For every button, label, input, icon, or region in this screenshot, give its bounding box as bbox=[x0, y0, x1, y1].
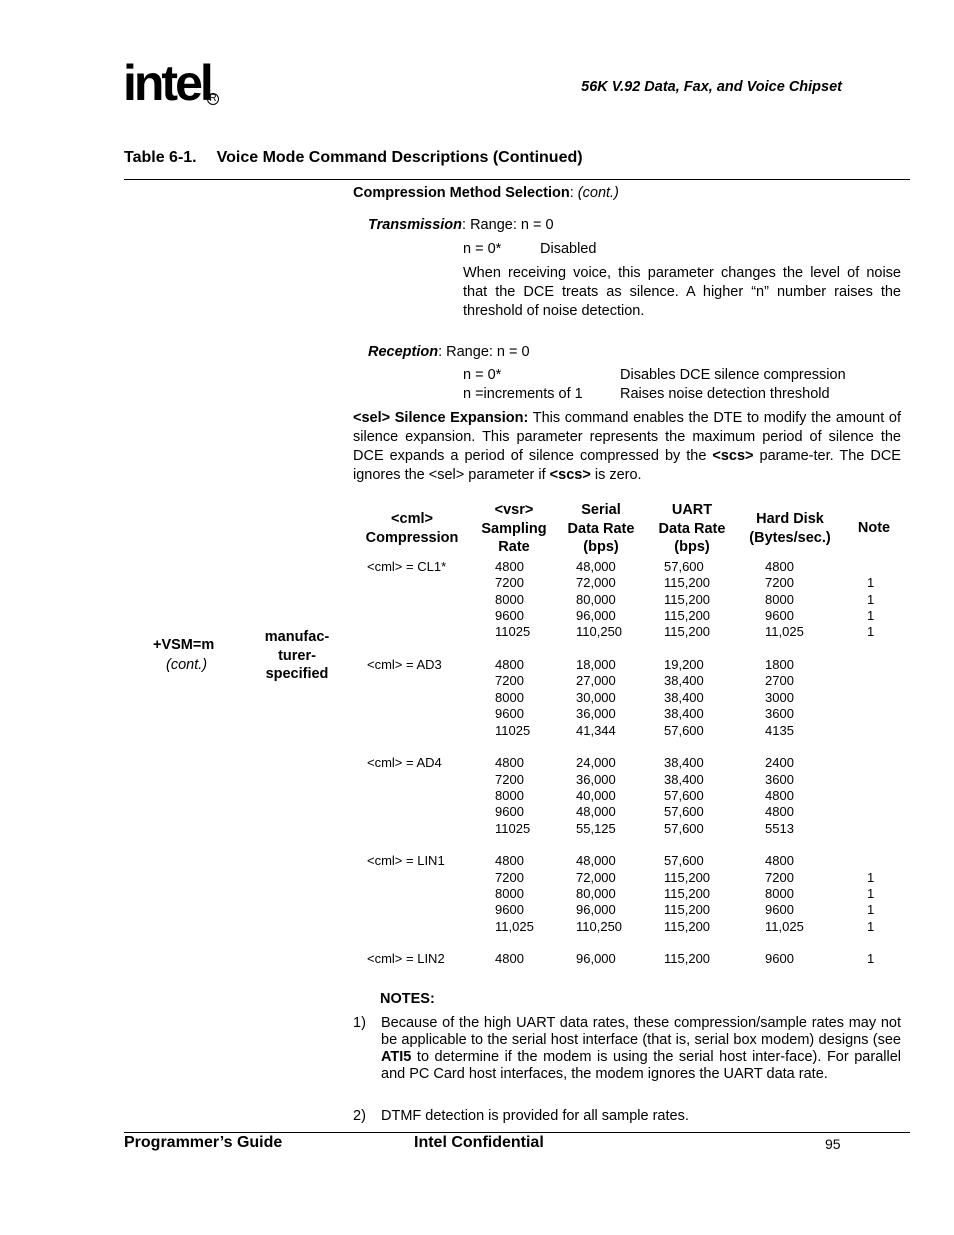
col-header-note: Note bbox=[857, 520, 891, 536]
table-cell: 9600 bbox=[495, 706, 524, 722]
intel-logo bbox=[123, 55, 211, 111]
table-cell: 7200 bbox=[495, 673, 524, 689]
rx-desc: Disables DCE silence compression bbox=[620, 367, 846, 383]
table-cell: 4800 bbox=[495, 559, 524, 574]
table-cell: 11,025 bbox=[765, 918, 804, 934]
table-cell: 55,125 bbox=[576, 820, 616, 836]
table-cell: 38,400 bbox=[664, 706, 704, 722]
group-label: <cml> = CL1* bbox=[367, 559, 447, 574]
table-row bbox=[353, 886, 913, 902]
table-cell: 1 bbox=[867, 886, 875, 901]
table-cell: 38,400 bbox=[664, 771, 704, 787]
table-row bbox=[353, 853, 913, 869]
table-cell: 1 bbox=[867, 608, 875, 624]
table-row bbox=[353, 608, 913, 624]
table-cell: 4800 bbox=[765, 804, 794, 820]
table-cell: 30,000 bbox=[576, 689, 616, 705]
table-cell: 115,200 bbox=[664, 951, 711, 967]
table-row bbox=[353, 772, 913, 788]
table-cell: 1 bbox=[867, 869, 875, 885]
table-cell: 115,200 bbox=[664, 608, 711, 624]
vendor-line: specified bbox=[265, 666, 329, 682]
col-header-serial: Serial Data Rate (bps) bbox=[567, 502, 635, 555]
note-number: 1) bbox=[353, 1015, 366, 1031]
note-1: Because of the high UART data rates, these compression/sample rates may not be applicable to the serial host interface (that is, serial box modem) designs (see ATI5 to determine if the modem is using the serial host inter-face). For parallel and PC Card host interfaces, the modem ignores the UART data rate. bbox=[381, 1015, 901, 1082]
table-row bbox=[353, 575, 913, 591]
table-cell: 8000 bbox=[495, 591, 524, 607]
table-cell: 115,200 bbox=[664, 886, 711, 901]
table-cell: 48,000 bbox=[576, 853, 616, 869]
table-cell: 4800 bbox=[495, 853, 524, 869]
table-row bbox=[353, 788, 913, 804]
table-cell: 38,400 bbox=[664, 755, 704, 771]
table-cell: 9600 bbox=[495, 902, 524, 918]
table-cell: 115,200 bbox=[664, 624, 711, 640]
table-row bbox=[353, 902, 913, 918]
command-cont: (cont.) bbox=[166, 657, 208, 673]
table-cell: 7200 bbox=[495, 575, 524, 591]
table-cell: 57,600 bbox=[664, 559, 704, 574]
table-cell: 3000 bbox=[765, 689, 794, 705]
table-cell: 110,250 bbox=[576, 918, 623, 934]
note-number: 2) bbox=[353, 1108, 366, 1124]
table-cell: 72,000 bbox=[576, 575, 616, 591]
table-cell: 9600 bbox=[495, 608, 524, 624]
table-row bbox=[353, 657, 913, 673]
table-cell: 5513 bbox=[765, 820, 794, 836]
tx-n: n = 0* bbox=[463, 241, 502, 257]
table-row bbox=[353, 690, 913, 706]
table-cell: 8000 bbox=[495, 886, 524, 901]
table-cell: 11025 bbox=[495, 820, 531, 836]
table-cell: 4800 bbox=[495, 755, 524, 771]
table-cell: 1 bbox=[867, 624, 875, 640]
table-cell: 4800 bbox=[765, 559, 794, 574]
table-cell: 8000 bbox=[495, 689, 524, 705]
table-cell: 4800 bbox=[765, 787, 794, 803]
table-cell: 7200 bbox=[765, 575, 794, 591]
table-cell: 80,000 bbox=[576, 591, 616, 607]
table-cell: 4800 bbox=[495, 657, 524, 673]
table-cell: 96,000 bbox=[576, 902, 616, 918]
group-label: <cml> = AD3 bbox=[367, 657, 442, 673]
table-cell: 115,200 bbox=[664, 575, 711, 591]
command-name: +VSM=m bbox=[153, 637, 215, 653]
table-cell: 1 bbox=[867, 918, 875, 934]
vendor-label bbox=[258, 628, 336, 684]
table-cell: 7200 bbox=[765, 869, 794, 885]
bottom-rule bbox=[124, 1132, 910, 1133]
table-cell: 110,250 bbox=[576, 624, 623, 640]
table-cell: 1 bbox=[867, 575, 875, 591]
table-cell: 9600 bbox=[495, 804, 524, 820]
table-row bbox=[353, 592, 913, 608]
vendor-line: turer- bbox=[278, 647, 316, 664]
table-row bbox=[353, 951, 913, 967]
table-cell: 2700 bbox=[765, 673, 794, 689]
table-cell: 4800 bbox=[765, 853, 794, 869]
table-cell: 1800 bbox=[765, 657, 794, 673]
table-cell: 8000 bbox=[495, 787, 524, 803]
table-cell: 3600 bbox=[765, 706, 794, 722]
table-row bbox=[353, 919, 913, 935]
table-cell: 72,000 bbox=[576, 869, 616, 885]
col-header-sampling: <vsr> Sampling Rate bbox=[481, 502, 547, 555]
doc-title: 56K V.92 Data, Fax, and Voice Chipset bbox=[581, 79, 842, 95]
group-label: <cml> = AD4 bbox=[367, 755, 442, 771]
rate-table bbox=[353, 500, 913, 980]
top-rule bbox=[124, 179, 910, 180]
table-cell: 57,600 bbox=[664, 820, 704, 836]
table-cell: 7200 bbox=[495, 869, 524, 885]
table-cell: 96,000 bbox=[576, 951, 616, 967]
table-cell: 8000 bbox=[765, 591, 794, 607]
table-number: Table 6-1. bbox=[124, 149, 197, 166]
table-cell: 57,600 bbox=[664, 722, 704, 738]
table-cell: 38,400 bbox=[664, 673, 704, 689]
logo-text: intel bbox=[123, 55, 211, 111]
table-cell: 57,600 bbox=[664, 787, 704, 803]
page-number: 95 bbox=[825, 1136, 841, 1152]
table-cell: 80,000 bbox=[576, 886, 616, 901]
group-label: <cml> = LIN1 bbox=[367, 853, 445, 869]
table-cell: 11,025 bbox=[765, 624, 804, 640]
rx-n: n = 0* bbox=[463, 367, 502, 383]
table-title bbox=[124, 149, 583, 167]
note-2: DTMF detection is provided for all sample rates. bbox=[381, 1108, 689, 1124]
table-cell: 4135 bbox=[765, 722, 794, 738]
table-cell: 57,600 bbox=[664, 804, 704, 820]
table-cell: 8000 bbox=[765, 886, 794, 901]
vendor-line: manufac- bbox=[264, 629, 330, 645]
table-cell: 1 bbox=[867, 951, 875, 967]
registered-mark-icon: R bbox=[207, 93, 219, 105]
table-cell: 115,200 bbox=[664, 869, 711, 885]
table-cell: 48,000 bbox=[576, 804, 616, 820]
table-cell: 115,200 bbox=[664, 918, 711, 934]
table-row bbox=[353, 559, 913, 575]
table-cell: 40,000 bbox=[576, 787, 616, 803]
table-cell: 4800 bbox=[495, 951, 524, 967]
table-row bbox=[353, 804, 913, 820]
table-row bbox=[353, 870, 913, 886]
table-cell: 9600 bbox=[765, 951, 794, 967]
table-cell: 18,000 bbox=[576, 657, 616, 673]
rx-desc: Raises noise detection threshold bbox=[620, 386, 830, 402]
table-row bbox=[353, 673, 913, 689]
notes-title: NOTES: bbox=[380, 991, 435, 1007]
table-cell: 9600 bbox=[765, 902, 794, 918]
reception-range: Reception: Range: n = 0 bbox=[368, 344, 530, 360]
table-cell: 115,200 bbox=[664, 902, 711, 918]
table-name: Voice Mode Command Descriptions (Continued) bbox=[216, 149, 583, 166]
table-cell: 19,200 bbox=[664, 657, 704, 673]
table-cell: 41,344 bbox=[576, 722, 616, 738]
silence-expansion-paragraph: <sel> Silence Expansion: This command enables the DTE to modify the amount of silence expansion. This parameter represents the maximum period of silence the DCE expands a period of silence compressed by the <scs> parame-ter. The DCE ignores the <sel> parameter if <scs> is zero. bbox=[353, 410, 901, 483]
col-header-compression: <cml> Compression bbox=[365, 511, 459, 546]
table-cell: 27,000 bbox=[576, 673, 616, 689]
table-row bbox=[353, 706, 913, 722]
table-cell: 38,400 bbox=[664, 689, 704, 705]
table-cell: 3600 bbox=[765, 771, 794, 787]
compression-heading: Compression Method Selection: (cont.) bbox=[353, 185, 619, 201]
table-cell: 36,000 bbox=[576, 706, 616, 722]
table-row bbox=[353, 755, 913, 771]
table-cell: 11,025 bbox=[495, 918, 534, 934]
footer-guide: Programmer’s Guide bbox=[124, 1134, 283, 1151]
col-header-hard-disk: Hard Disk (Bytes/sec.) bbox=[749, 511, 831, 546]
rx-n: n =increments of 1 bbox=[463, 386, 583, 402]
table-cell: 7200 bbox=[495, 771, 524, 787]
table-cell: 1 bbox=[867, 902, 875, 918]
transmission-range: Transmission: Range: n = 0 bbox=[368, 217, 554, 233]
table-cell: 48,000 bbox=[576, 559, 616, 574]
table-cell: 36,000 bbox=[576, 771, 616, 787]
table-cell: 11025 bbox=[495, 722, 531, 738]
table-cell: 96,000 bbox=[576, 608, 616, 624]
footer-confidential: Intel Confidential bbox=[414, 1134, 544, 1151]
table-cell: 1 bbox=[867, 591, 875, 607]
col-header-uart: UART Data Rate (bps) bbox=[658, 502, 726, 555]
table-row bbox=[353, 723, 913, 739]
group-label: <cml> = LIN2 bbox=[367, 951, 445, 967]
table-cell: 2400 bbox=[765, 755, 794, 771]
table-row bbox=[353, 821, 913, 837]
table-cell: 11025 bbox=[495, 624, 531, 640]
tx-value: Disabled bbox=[540, 241, 597, 257]
tx-description: When receiving voice, this parameter changes the level of noise that the DCE treats as silence. A higher “n” number raises the threshold of noise detection. bbox=[463, 265, 901, 319]
table-row bbox=[353, 624, 913, 640]
table-cell: 115,200 bbox=[664, 591, 711, 607]
table-cell: 57,600 bbox=[664, 853, 704, 869]
table-cell: 9600 bbox=[765, 608, 794, 624]
table-cell: 24,000 bbox=[576, 755, 616, 771]
